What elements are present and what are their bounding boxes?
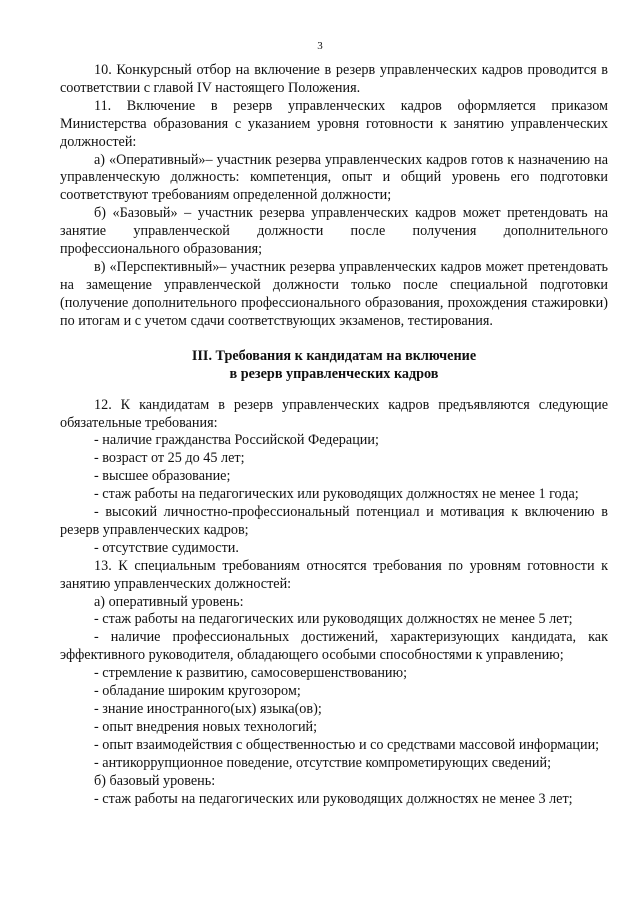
requirement-item: - высокий личностно-профессиональный потенциал и мотивация к включению в резерв управленческих кадров; [60,504,608,538]
operative-requirement-item: - обладание широким кругозором; [94,683,301,700]
document-body [60,62,608,808]
section-heading-line2: в резерв управленческих кадров [229,365,439,382]
paragraph-11v: в) «Перспективный»– участник резерва управленческих кадров может претендовать на замещение управленческой должности только после специальной подготовки (получение дополнительного профессионального образования, прохождения стажировки) по итогам и с учетом сдачи соответствующих экзаменов, тестирования. [60,258,608,329]
operative-requirement-item: - стаж работы на педагогических или руководящих должностях не менее 5 лет; [94,611,573,628]
operative-requirement-item: - опыт взаимодействия с общественностью и со средствами массовой информации; [94,736,600,753]
requirement-item: - отсутствие судимости. [94,539,239,556]
paragraph-11b: б) «Базовый» – участник резерва управленческих кадров может претендовать на занятие управленческой должности после получения дополнительного профессионального образования; [60,205,608,258]
operative-requirement-item: - антикоррупционное поведение, отсутствие компрометирующих сведений; [94,754,552,771]
operative-requirement-item: - наличие профессиональных достижений, характеризующих кандидата, как эффективного руководителя, обладающего особыми способностями к управлению; [60,629,608,664]
operative-requirement-item: - знание иностранного(ых) языка(ов); [94,701,322,717]
operative-requirement-item: - опыт внедрения новых технологий; [94,718,318,735]
requirement-item: - возраст от 25 до 45 лет; [94,450,245,467]
paragraph-11: 11. Включение в резерв управленческих кадров оформляется приказом Министерства образования с указанием уровня готовности к занятию управленческих должностей: [60,97,608,150]
requirement-item: - стаж работы на педагогических или руководящих должностях не менее 1 года; [94,486,579,503]
paragraph-13: 13. К специальным требованиям относятся требования по уровням готовности к занятию управленческих должностей: [60,557,608,592]
paragraph-12: 12. К кандидатам в резерв управленческих кадров предъявляются следующие обязательные требования: [60,396,608,431]
basic-requirement-item: - стаж работы на педагогических или руководящих должностях не менее 3 лет; [94,790,573,807]
requirement-item: - наличие гражданства Российской Федерации; [94,432,379,449]
operative-requirement-item: - стремление к развитию, самосовершенствованию; [94,665,408,682]
page-number: 3 [317,40,323,52]
paragraph-10: 10. Конкурсный отбор на включение в резерв управленческих кадров проводится в соответствии с главой IV настоящего Положения. [60,62,608,96]
basic-level-title: б) базовый уровень: [94,772,216,789]
section-heading [60,347,608,383]
section-heading-line1: III. Требования к кандидатам на включение [191,347,477,364]
requirement-item: - высшее образование; [94,468,231,485]
paragraph-11a: а) «Оперативный»– участник резерва управленческих кадров готов к назначению на управленческую должность: компетенция, опыт и общий уровень его подготовки соответствуют требованиям определенной должности; [60,151,608,204]
operative-level-title: а) оперативный уровень: [94,593,244,610]
